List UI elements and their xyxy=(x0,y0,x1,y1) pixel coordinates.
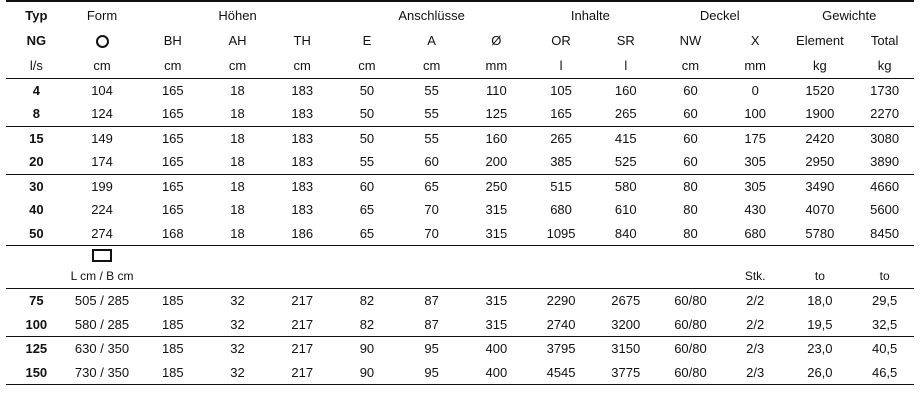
table-cell: 19,5 xyxy=(785,313,856,337)
table-cell: 60 xyxy=(655,102,726,126)
unit-cell: l/s xyxy=(6,53,67,79)
rect-symbol-row xyxy=(6,246,914,265)
table-cell: 32 xyxy=(208,361,267,385)
table-cell: 174 xyxy=(67,150,138,174)
table-cell: 3150 xyxy=(611,341,641,356)
specs-table xyxy=(6,0,914,385)
unit-cell xyxy=(467,264,526,289)
table-cell: 183 xyxy=(267,102,338,126)
header-groups-row xyxy=(6,1,914,29)
unit-cell xyxy=(396,264,467,289)
table-cell: 610 xyxy=(614,202,637,217)
unit-cell: cm xyxy=(396,53,467,79)
table-cell: 60 xyxy=(683,130,698,146)
table-cell: 183 xyxy=(291,202,314,217)
table-cell: 32,5 xyxy=(855,313,914,337)
table-cell: 165 xyxy=(137,102,208,126)
col-th: TH xyxy=(293,33,311,48)
table-cell: 26,0 xyxy=(785,361,856,385)
unit-cell: mm xyxy=(467,53,526,79)
table-cell: 274 xyxy=(67,222,138,246)
table-cell: 18,0 xyxy=(807,293,833,308)
col-x: X xyxy=(750,33,760,48)
table-cell: 680 xyxy=(550,202,572,217)
table-cell: 730 / 350 xyxy=(67,361,138,385)
table-cell: 87 xyxy=(424,293,439,308)
table-cell: 104 xyxy=(91,82,113,98)
table-cell: 150 xyxy=(6,361,67,385)
table-cell: 183 xyxy=(291,130,314,146)
rect-units-row xyxy=(6,264,914,289)
table-cell: 60/80 xyxy=(655,313,726,337)
table-row xyxy=(6,174,914,198)
table-cell: 29,5 xyxy=(871,293,898,308)
table-cell: 8450 xyxy=(855,222,914,246)
table-cell: 3080 xyxy=(870,130,900,146)
table-cell: 40 xyxy=(29,202,44,217)
header-deckel: Deckel xyxy=(655,1,784,29)
col-or: OR xyxy=(551,33,571,48)
unit-cell: mm xyxy=(726,53,785,79)
table-cell: 265 xyxy=(596,102,655,126)
table-cell: 175 xyxy=(744,130,767,146)
table-cell: 265 xyxy=(550,130,572,146)
table-cell: 65 xyxy=(424,178,439,194)
form-rect-icon xyxy=(67,246,138,265)
table-cell: 168 xyxy=(137,222,208,246)
table-row xyxy=(6,150,914,174)
table-cell: 95 xyxy=(396,361,467,385)
unit-cell: to xyxy=(785,264,856,289)
unit-cell xyxy=(6,264,67,289)
unit-cell: Stk. xyxy=(726,264,785,289)
table-cell: 50 xyxy=(338,102,397,126)
table-cell: 32 xyxy=(230,293,245,308)
table-cell: 1095 xyxy=(526,222,597,246)
col-sr: SR xyxy=(616,33,635,48)
table-cell: 87 xyxy=(396,313,467,337)
table-cell: 46,5 xyxy=(855,361,914,385)
table-cell: 100 xyxy=(726,102,785,126)
table-cell: 525 xyxy=(596,150,655,174)
table-cell: 165 xyxy=(526,102,597,126)
table-row xyxy=(6,337,914,361)
table-cell: 100 xyxy=(6,313,67,337)
table-cell: 110 xyxy=(485,82,507,98)
table-cell: 165 xyxy=(161,82,184,98)
table-cell: 165 xyxy=(161,178,184,194)
table-cell: 400 xyxy=(485,341,508,356)
unit-cell: l xyxy=(526,53,597,79)
table-cell: 580 / 285 xyxy=(67,313,138,337)
unit-cell: cm xyxy=(655,53,726,79)
unit-cell: to xyxy=(855,264,914,289)
table-cell: 80 xyxy=(683,178,698,194)
table-cell: 580 xyxy=(614,178,637,194)
col-ng: NG xyxy=(26,33,47,48)
unit-cell xyxy=(338,264,397,289)
table-cell: 217 xyxy=(267,313,338,337)
table-cell: 385 xyxy=(526,150,597,174)
table-cell: 60/80 xyxy=(674,341,707,356)
header-typ: Typ xyxy=(6,1,67,29)
table-cell: 505 / 285 xyxy=(74,293,130,308)
table-cell: 55 xyxy=(424,130,439,146)
rectangle-icon xyxy=(92,249,112,262)
table-cell: 3890 xyxy=(855,150,914,174)
table-cell: 430 xyxy=(744,202,767,217)
table-cell: 2740 xyxy=(526,313,597,337)
table-cell: 82 xyxy=(338,313,397,337)
table-row xyxy=(6,313,914,337)
table-cell: 65 xyxy=(359,202,375,217)
table-cell: 2/3 xyxy=(726,361,785,385)
table-cell: 315 xyxy=(485,202,508,217)
table-cell: 70 xyxy=(424,202,439,217)
table-cell: 60 xyxy=(655,150,726,174)
table-cell: 60 xyxy=(359,178,375,194)
table-cell: 183 xyxy=(291,178,314,194)
table-cell: 55 xyxy=(424,82,439,98)
table-cell: 183 xyxy=(291,82,314,98)
col-bh: BH xyxy=(163,33,182,48)
col-a: A xyxy=(427,33,436,48)
table-row xyxy=(6,289,914,313)
table-row xyxy=(6,222,914,246)
table-cell: 680 xyxy=(726,222,785,246)
table-cell: 18 xyxy=(208,222,267,246)
unit-cell xyxy=(267,264,338,289)
unit-cell: l xyxy=(596,53,655,79)
unit-cell xyxy=(655,264,726,289)
table-cell: 95 xyxy=(424,341,439,356)
table-cell: 2/2 xyxy=(746,293,765,308)
table-cell: 224 xyxy=(91,202,113,217)
table-cell: 65 xyxy=(338,222,397,246)
table-cell: 217 xyxy=(267,361,338,385)
table-cell: 2270 xyxy=(855,102,914,126)
header-inhalte: Inhalte xyxy=(526,1,655,29)
table-cell: 4545 xyxy=(526,361,597,385)
table-cell: 40,5 xyxy=(871,341,898,356)
table-cell: 5600 xyxy=(870,202,900,217)
unit-cell xyxy=(137,264,208,289)
unit-cell: L cm / B cm xyxy=(67,264,138,289)
unit-cell: kg xyxy=(785,53,856,79)
table-cell: 185 xyxy=(161,293,184,308)
table-cell: 1730 xyxy=(870,82,900,98)
table-cell: 1520 xyxy=(805,82,835,98)
table-cell: 305 xyxy=(726,150,785,174)
unit-cell xyxy=(526,264,597,289)
circle-icon xyxy=(96,35,109,48)
table-cell: 18 xyxy=(230,178,245,194)
col-diameter: Ø xyxy=(491,33,502,48)
table-cell: 30 xyxy=(29,178,44,194)
table-cell: 1900 xyxy=(785,102,856,126)
table-cell: 185 xyxy=(137,313,208,337)
table-cell: 315 xyxy=(467,222,526,246)
form-round-icon xyxy=(67,29,138,53)
table-cell: 250 xyxy=(485,178,508,194)
table-cell: 217 xyxy=(291,293,314,308)
table-cell: 20 xyxy=(6,150,67,174)
table-cell: 2/2 xyxy=(726,313,785,337)
table-cell: 185 xyxy=(137,361,208,385)
table-cell: 515 xyxy=(550,178,572,194)
table-cell: 4660 xyxy=(870,178,900,194)
table-cell: 90 xyxy=(338,361,397,385)
table-cell: 60 xyxy=(683,82,698,98)
table-cell: 149 xyxy=(91,130,113,146)
table-row xyxy=(6,78,914,102)
table-cell: 2675 xyxy=(611,293,641,308)
table-cell: 160 xyxy=(485,130,508,146)
unit-cell: cm xyxy=(208,53,267,79)
table-cell: 23,0 xyxy=(807,341,833,356)
header-columns-row xyxy=(6,29,914,53)
table-cell: 60/80 xyxy=(655,361,726,385)
table-cell: 18 xyxy=(230,82,245,98)
table-cell: 80 xyxy=(683,202,698,217)
table-cell: 186 xyxy=(267,222,338,246)
table-cell: 315 xyxy=(467,313,526,337)
table-cell: 50 xyxy=(6,222,67,246)
header-units-row xyxy=(6,53,914,79)
table-cell: 32 xyxy=(230,341,245,356)
table-row xyxy=(6,126,914,150)
table-cell: 305 xyxy=(744,178,767,194)
table-cell: 2420 xyxy=(805,130,835,146)
unit-cell: cm xyxy=(338,53,397,79)
table-cell: 55 xyxy=(338,150,397,174)
table-cell: 165 xyxy=(161,130,184,146)
table-cell: 415 xyxy=(614,130,637,146)
table-cell: 200 xyxy=(467,150,526,174)
table-cell: 160 xyxy=(614,82,637,98)
table-cell: 165 xyxy=(161,202,184,217)
table-cell: 840 xyxy=(596,222,655,246)
table-cell: 125 xyxy=(467,102,526,126)
round-rows xyxy=(6,78,914,246)
table-cell: 5780 xyxy=(785,222,856,246)
table-row xyxy=(6,361,914,385)
table-cell: 80 xyxy=(655,222,726,246)
table-cell: 75 xyxy=(29,293,44,308)
table-cell: 165 xyxy=(137,150,208,174)
unit-cell xyxy=(208,264,267,289)
table-cell: 70 xyxy=(396,222,467,246)
col-element: Element xyxy=(796,33,844,48)
table-cell: 8 xyxy=(6,102,67,126)
col-ah: AH xyxy=(228,33,247,48)
table-cell: 124 xyxy=(67,102,138,126)
rect-rows xyxy=(6,289,914,385)
table-cell: 0 xyxy=(751,82,759,98)
col-nw: NW xyxy=(679,33,702,48)
table-cell: 18 xyxy=(208,102,267,126)
table-cell: 18 xyxy=(208,150,267,174)
table-cell: 315 xyxy=(485,293,508,308)
table-cell: 105 xyxy=(550,82,572,98)
table-cell: 60/80 xyxy=(674,293,707,308)
unit-cell: kg xyxy=(855,53,914,79)
table-cell: 2950 xyxy=(785,150,856,174)
table-cell: 400 xyxy=(467,361,526,385)
col-total: Total xyxy=(870,33,899,48)
table-cell: 217 xyxy=(291,341,314,356)
table-cell: 50 xyxy=(359,130,375,146)
unit-cell xyxy=(596,264,655,289)
table-cell: 2/3 xyxy=(746,341,765,356)
table-cell: 60 xyxy=(396,150,467,174)
table-cell: 90 xyxy=(359,341,375,356)
table-cell: 630 / 350 xyxy=(74,341,130,356)
header-anschluesse: Anschlüsse xyxy=(338,1,526,29)
table-cell: 3490 xyxy=(805,178,835,194)
table-cell: 125 xyxy=(25,341,48,356)
table-cell: 3200 xyxy=(596,313,655,337)
unit-cell: cm xyxy=(137,53,208,79)
table-cell: 2290 xyxy=(546,293,576,308)
header-gewichte: Gewichte xyxy=(785,1,915,29)
table-cell: 4 xyxy=(32,82,40,98)
header-hoehen: Höhen xyxy=(137,1,337,29)
table-cell: 4070 xyxy=(805,202,835,217)
table-cell: 32 xyxy=(208,313,267,337)
table-cell: 18 xyxy=(230,130,245,146)
table-cell: 55 xyxy=(396,102,467,126)
table-cell: 3795 xyxy=(546,341,576,356)
table-row xyxy=(6,102,914,126)
col-e: E xyxy=(362,33,372,48)
table-cell: 18 xyxy=(230,202,245,217)
header-form: Form xyxy=(67,1,138,29)
table-cell: 183 xyxy=(267,150,338,174)
table-cell: 3775 xyxy=(596,361,655,385)
table-row xyxy=(6,198,914,222)
unit-cell: cm xyxy=(67,53,138,79)
table-cell: 82 xyxy=(359,293,375,308)
unit-cell: cm xyxy=(267,53,338,79)
table-cell: 15 xyxy=(29,130,44,146)
table-cell: 199 xyxy=(91,178,113,194)
table-cell: 50 xyxy=(359,82,375,98)
table-cell: 185 xyxy=(161,341,184,356)
